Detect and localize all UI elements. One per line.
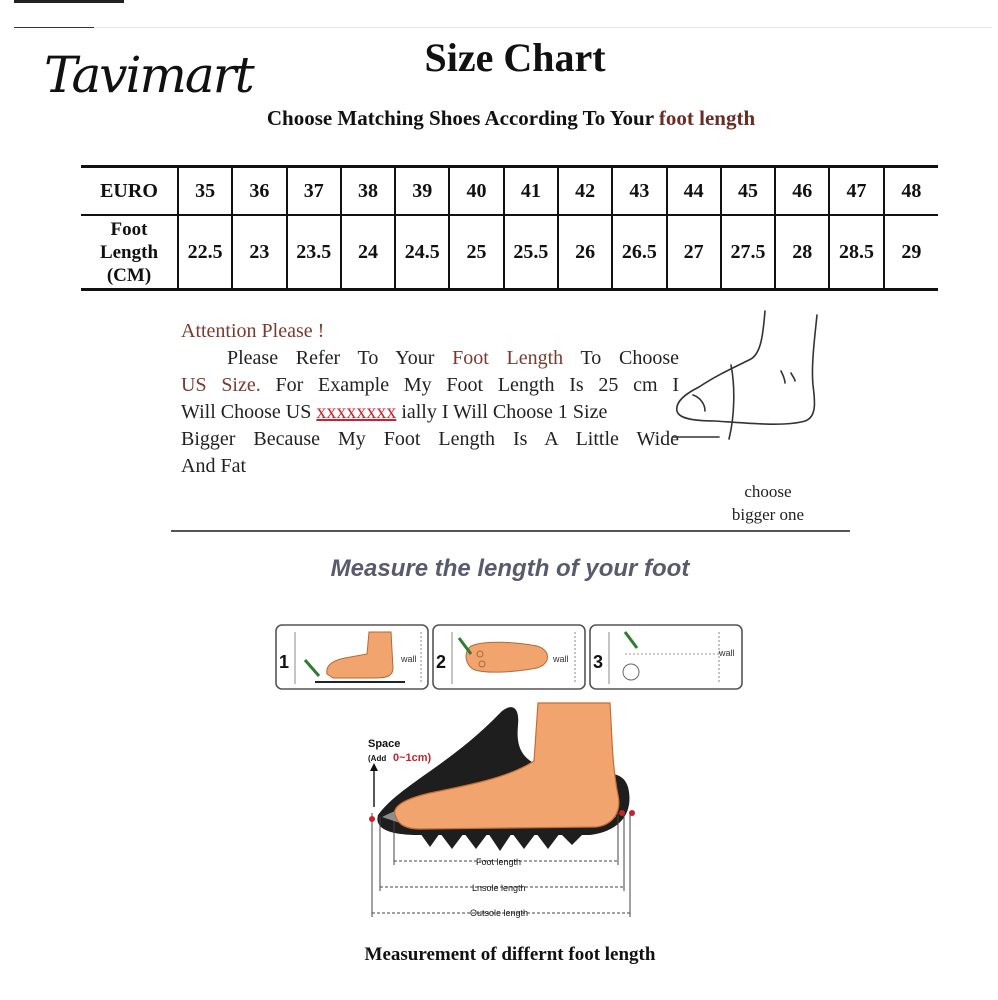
foot-length-cell: 22.5 [178,215,232,290]
euro-size-cell: 38 [341,167,395,216]
foot-length-row [81,215,938,290]
euro-size-cell: 45 [721,167,775,216]
foot-length-label: Foot length [476,857,522,867]
attention-text: ially I Will Choose 1 Size [396,401,608,423]
choose-note-line: bigger one [731,505,805,524]
euro-row [81,167,938,216]
attention-highlight: Foot Length [452,347,564,369]
foot-length-cell: 26.5 [612,215,666,290]
euro-size-cell: 46 [775,167,829,216]
euro-size-cell: 47 [829,167,883,216]
euro-size-cell: 41 [504,167,558,216]
foot-length-cell: 23.5 [287,215,341,290]
size-table [81,165,938,291]
wall-label: wall [719,648,735,658]
measure-steps-illustration [275,624,745,692]
subtitle-text: Choose Matching Shoes According To Your [266,106,659,130]
attention-line: And Fat [181,455,246,477]
diagram-caption: Measurement of differnt foot length [364,944,656,965]
foot-length-header-line: Foot [110,218,148,240]
euro-size-cell: 39 [395,167,449,216]
attention-text: Please Refer To Your [227,347,453,369]
page-subtitle [0,106,998,131]
euro-size-cell: 35 [178,167,232,216]
euro-size-cell: 42 [558,167,612,216]
attention-text: Will Choose US [181,401,317,423]
insole-length-label: Lnsole length [472,883,526,893]
foot-length-cell: 26 [558,215,612,290]
foot-length-cell: 23 [232,215,286,290]
foot-length-header-line: Length [99,241,159,263]
foot-length-cell: 29 [884,215,938,290]
space-label: Space [368,738,401,750]
foot-length-header [81,215,178,290]
attention-line [181,345,679,372]
attention-highlight: US Size. [181,374,261,396]
attention-line: Bigger Because My Foot Length Is A Little Wide [181,428,679,450]
step-number: 2 [436,652,447,672]
add-value: 0~1cm) [393,752,432,764]
choose-note-line: choose [744,482,792,501]
foot-length-cell: 25 [449,215,503,290]
euro-size-cell: 48 [884,167,938,216]
foot-measurement-diagram [360,695,650,925]
euro-size-cell: 43 [612,167,666,216]
foot-length-header-line: (CM) [106,264,152,286]
choose-bigger-note [716,480,820,526]
euro-size-cell: 44 [667,167,721,216]
step-number: 3 [593,652,604,672]
brand-logo-text: Tavimart [44,46,253,104]
attention-redacted: xxxxxxxx [316,401,397,423]
wall-label: wall [553,654,569,664]
attention-note [181,318,679,480]
top-bar [14,0,124,3]
foot-length-cell: 27.5 [721,215,775,290]
top-rule [14,27,992,28]
measure-heading: Measure the length of your foot [330,555,690,582]
add-label: (Add [368,754,387,763]
foot-length-cell: 28.5 [829,215,883,290]
foot-sketch-illustration [665,305,825,445]
attention-line [181,399,679,426]
attention-text: To Choose [563,347,679,369]
attention-line [181,372,679,399]
top-rule-accent [14,27,94,28]
attention-title: Attention Please ! [181,320,325,342]
euro-size-cell: 36 [232,167,286,216]
attention-text: For Example My Foot Length Is 25 cm I [260,374,679,396]
euro-header: EURO [81,167,178,216]
page-title: Size Chart [424,35,606,80]
foot-length-cell: 25.5 [504,215,558,290]
euro-size-cell: 37 [287,167,341,216]
euro-size-cell: 40 [449,167,503,216]
outsole-length-label: Outsole length [470,908,529,918]
step-number: 1 [279,652,290,672]
foot-length-cell: 27 [667,215,721,290]
section-divider [171,530,850,532]
foot-length-cell: 24 [341,215,395,290]
foot-length-cell: 28 [775,215,829,290]
subtitle-highlight: foot length [658,106,756,130]
foot-length-cell: 24.5 [395,215,449,290]
wall-label: wall [401,654,417,664]
